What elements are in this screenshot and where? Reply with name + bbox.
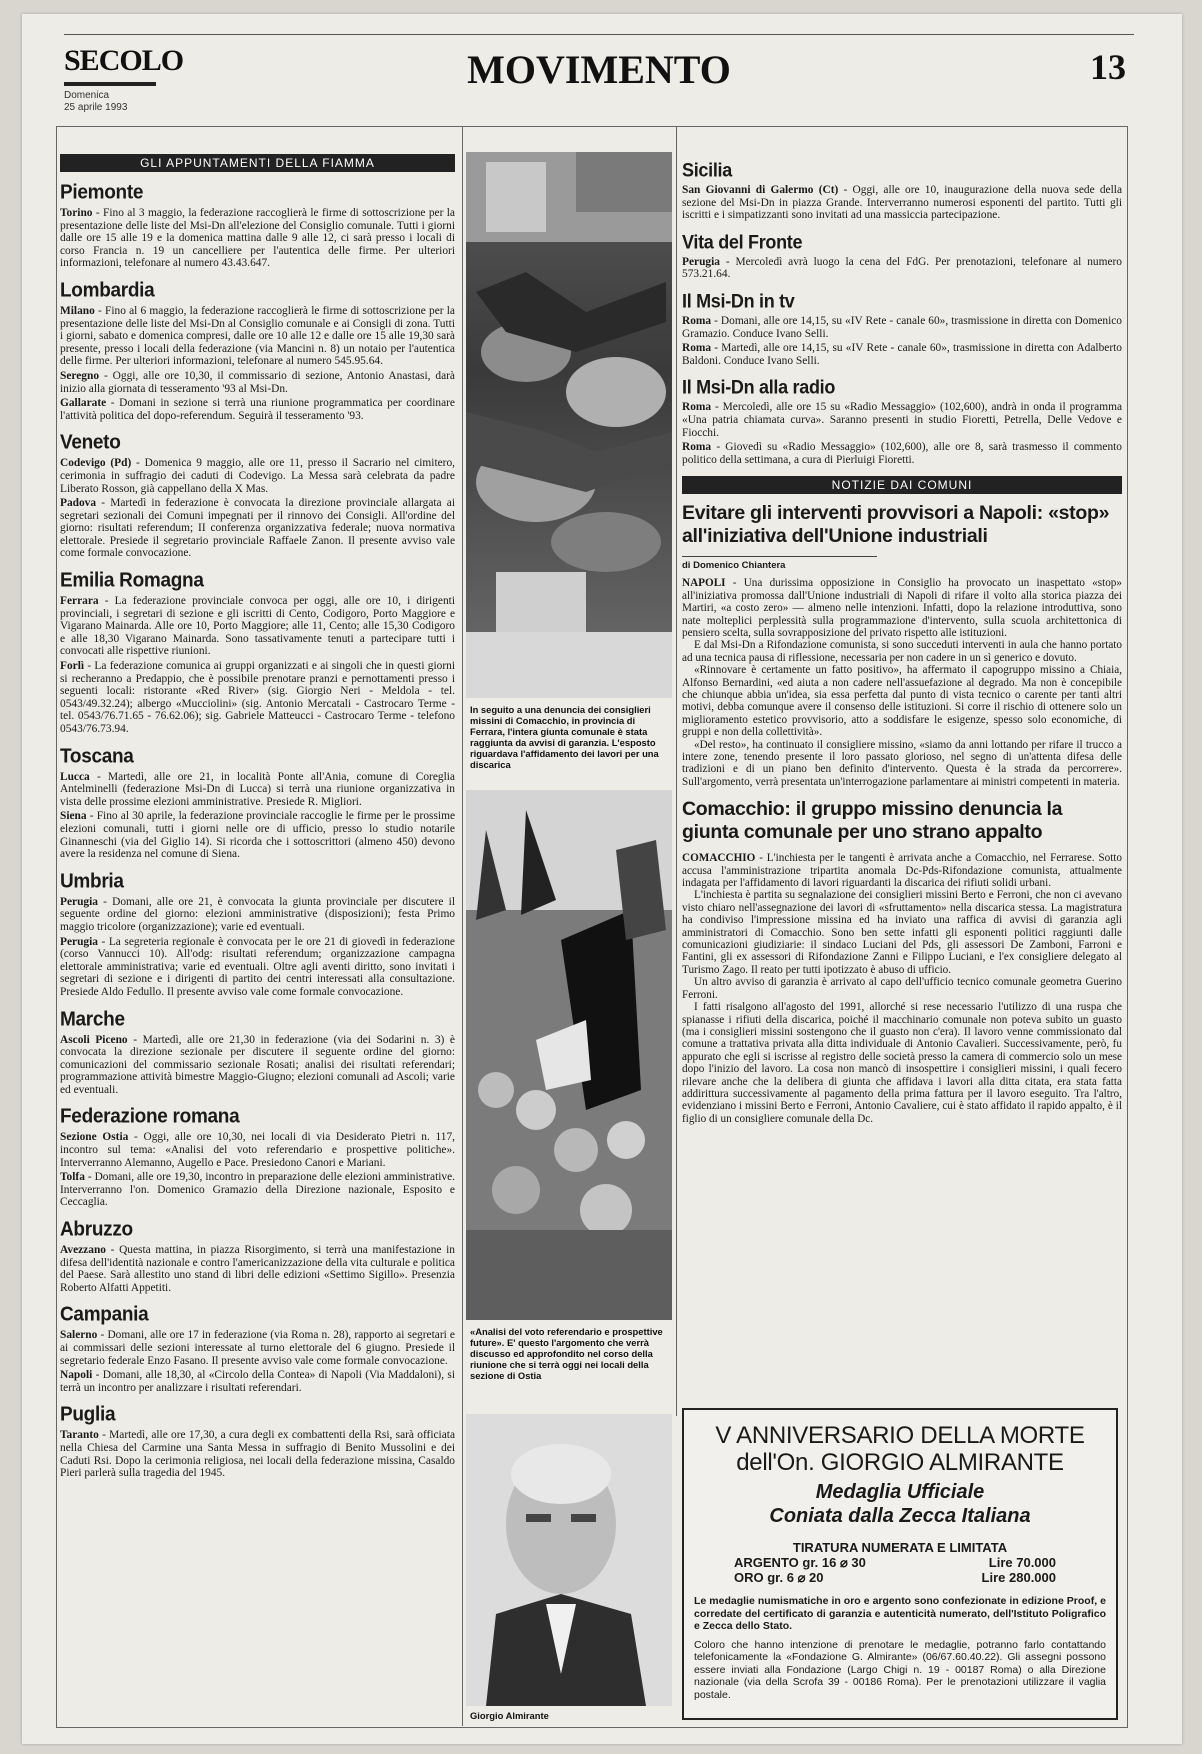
photo-comacchio (466, 152, 672, 698)
column-divider-right (676, 126, 677, 1416)
region-heading: Umbria (60, 869, 124, 893)
right-section-item-text: - Mercoledì, alle ore 15 su «Radio Messaggio» (102,600), andrà in onda il programma «Una patria chiamata curva». Saranno presenti in studio Fioretti, Petrella, Delle Vedove e Fiocchi. (682, 401, 1122, 439)
article-paragraph-text: I fatti risalgono all'agosto del 1991, allorché si rese necessario l'utilizzo di una ruspa che spianasse i rifiuti della discarica, poiché il macchinario comunale non poteva subito un guasto (ma i consiglieri missini sostengono che il guasto non c'era). Il lavoro venne commissionato dal comune a trattativa privata alla ditta individuale di Antonio Cavalieri. Successivamente, però, fu appurato che egli si iscrisse al registro delle società presso la camera di commercio solo un mese dopo l'inizio del lavoro. La cosa non mancò di insospettire i consiglieri missini, i quali fecero rilevare anche che la delibera di giunta che affidava i lavori alla ditta citata, era stata fatta addirittura successivamente al pagamento della prima fattura per il lavoro eseguito. Tra l'altro, evidenziano i missini Berto e Ferroni, Antonio Cavaliere, cui è stato affidato il rapido appalto, è il figlio di un consigliere comunale della Dc. (682, 1001, 1122, 1125)
photo-caption-ostia: «Analisi del voto referendario e prospettive future». E' questo l'argomento che verrà discusso ed approfondito nel corso della riunione che si terrà oggi nei locali della sezione di Ostia (470, 1326, 663, 1381)
right-section-heading: Il Msi-Dn alla radio (682, 376, 836, 399)
article-paragraph (682, 852, 1122, 889)
issue-day: Domenica (64, 90, 110, 101)
article-napoli (682, 502, 1122, 788)
ad-line-2: dell'On. GIORGIO ALMIRANTE (736, 1449, 1064, 1476)
crowd-photo-2 (466, 790, 672, 1320)
right-section-item-text: - Oggi, alle ore 10, inaugurazione della nuova sede della sezione del Msi-Dn in piazza Grande. Interverranno numerosi esponenti del partito. Tutti gli iscritti e i simpatizzanti sono invitati ad una massiccia partecipazione. (682, 184, 1122, 222)
ad-note-1: Le medaglie numismatiche in oro e argento sono confezionate in edizione Proof, e corredate del certificato di garanzia e autenticità numerato, dell'Istituto Poligrafico e Zecca dello Stato. (694, 1595, 1106, 1632)
region-item-city: Sezione Ostia (60, 1131, 129, 1144)
region-item-city: Tolfa (60, 1171, 85, 1184)
region-item (60, 660, 455, 736)
article-lead-city: COMACCHIO (682, 852, 756, 865)
region-item (60, 771, 455, 809)
article-paragraph (682, 976, 1122, 1001)
region-item-city: Perugia (60, 895, 98, 908)
right-section-item-city: Roma (682, 342, 712, 355)
region-item-city: Taranto (60, 1429, 99, 1442)
region-item-text: - La federazione comunica ai gruppi organizzati e ai singoli che in questi giorni si recheranno a Predappio, che è possibile prenotare pranzi e pernottamenti presso i seguenti locali: ristorante «Red River» (sig. Giorgio Neri - Meldola - tel. 0543/49.32.24); albergo «Mucciolini» (sig. Antonio Mercatali - Castrocaro Terme - tel. 0543/76.71.65 - 76.62.06); sig. Gabriele Matteucci - Castrocaro Terme - telefono 0543/76.73.94. (60, 660, 455, 735)
region-item-text: - Martedì, alle ore 21,30 in federazione (via dei Sodarini n. 3) è convocata la direzione sezionale per discutere il seguente ordine del giorno: comunicazioni del commissario sezionale Rosati; analisi dei risultati referendari; programmazione attività bimestre Maggio-Giugno; elezioni comunali ad Ascoli; varie ed eventuali. (60, 1033, 455, 1096)
article-lead-city: NAPOLI (682, 577, 726, 590)
region-item-text: - Domani, alle 18,30, al «Circolo della Contea» di Napoli (Via Maddaloni), si terrà un incontro per analizzare i risultati referendari. (60, 1369, 455, 1394)
right-section-heading: Il Msi-Dn in tv (682, 290, 795, 312)
article-napoli-body (682, 577, 1122, 788)
region-item (60, 1034, 455, 1097)
ad-price-silver-label: ARGENTO gr. 16 ⌀ 30 (734, 1555, 866, 1570)
region-item (60, 896, 455, 934)
article-paragraph (682, 739, 1122, 789)
region-item-city: Seregno (60, 369, 100, 382)
region-heading: Lombardia (60, 279, 155, 302)
region-item-text: - Fino al 3 maggio, la federazione raccoglierà le firme di sottoscrizione per la presentazione delle liste del Msi-Dn all'elezione del Consiglio comunale. Tutti i giorni dalle ore 15 alle 19 e la domenica mattina dalle 9 alle 12, ci sarà presso i locali di corso Francia n. 19 un cancelliere per l'autentica delle firme. Per ulteriori informazioni, telefonare al numero 43.43.647. (60, 207, 455, 270)
region-heading: Piemonte (60, 181, 144, 204)
region-item-text: - Domani, alle ore 19,30, incontro in preparazione delle elezioni amministrative. Interverranno l'on. Domenico Gramazio della Direzione nazionale, Esposito e Ceccaglia. (60, 1171, 455, 1209)
region-item (60, 1244, 455, 1294)
region-heading: Emilia Romagna (60, 569, 204, 592)
section-title: MOVIMENTO (467, 47, 731, 92)
right-section-item-city: Roma (682, 401, 712, 414)
ad-price-gold (684, 1570, 1116, 1585)
ad-note-2: Coloro che hanno intenzione di prenotare le medaglie, potranno farlo contattando telefonicamente la «Fondazione G. Almirante» (06/67.60.40.22). Gli assegni possono essere inviati alla Fondazione (Largo Chigi n. 19 - 00187 Roma) o alla Direzione nazionale (via della Scrofa 39 - 00186 Roma). Per le prenotazioni utilizzare il vaglia postale. (694, 1638, 1106, 1701)
region-item-city: Milano (60, 304, 95, 317)
comuni-band: NOTIZIE DAI COMUNI (682, 476, 1122, 494)
article-paragraph (682, 889, 1122, 976)
photo-caption-comacchio: In seguito a una denuncia dei consiglieri missini di Comacchio, in provincia di Ferrara, l'intera giunta comunale è stata raggiunta da avvisi di garanzia. L'esposto riguardava l'affidamento dei lavori per una discarica (470, 704, 659, 770)
region-heading: Campania (60, 1303, 149, 1327)
region-item (60, 457, 455, 495)
article-paragraph-text: L'inchiesta è partita su segnalazione dei consiglieri missini Berto e Ferroni, che non ci avevano visto chiaro nell'assegnazione dei lavori di «sfruttamento» nella discarica stessa. La magistratura ha condiviso l'impressione missina ed ha inviato una raffica di avvisi di garanzia agli amministratori di Comacchio. Sono ben sette infatti gli esponenti politici raggiunti dalle comunicazioni giudiziarie: il sindaco Luciani del Pds, gli assessori De Zamboni, Farroni e Fantini, gli ex assessori di Rifondazione Zanni e Filippo Luciani, e l'ex consigliere delegato al Turismo Zago. Il reato per tutti ipotizzato è abuso di ufficio. (682, 889, 1122, 976)
region-item-text: - Fino al 30 aprile, la federazione provinciale raccoglie le firme per le prossime elezioni comunali, tutti i giorni nelle ore di ufficio, presso lo studio notarile Ginanneschi (via del Giglio 14). Si ricorda che i sottoscrittori (almeno 450) devono avere la residenza nel comune di Siena. (60, 810, 455, 861)
right-section-item-text: - Giovedì su «Radio Messaggio» (102,600), alle ore 8, sarà trasmesso il commento politico della settimana, a cura di Pierluigi Fioretti. (682, 441, 1122, 466)
region-heading: Veneto (60, 431, 121, 455)
article-comacchio-body (682, 852, 1122, 1125)
article-napoli-byline: di Domenico Chiantera (682, 556, 877, 571)
portrait-photo (466, 1414, 672, 1706)
region-item-city: Forlì (60, 660, 85, 673)
region-item-city: Salerno (60, 1329, 98, 1342)
column-divider-left (462, 126, 463, 1726)
right-section-item-city: Roma (682, 314, 712, 327)
newspaper-page (22, 14, 1182, 1744)
right-section-item-city: Roma (682, 441, 712, 454)
ad-line-3: Medaglia Ufficiale (815, 1481, 985, 1503)
masthead (64, 34, 1134, 113)
right-section-item (682, 401, 1122, 439)
article-napoli-title: Evitare gli interventi provvisori a Napoli: «stop» all'iniziativa dell'Unione industriali (682, 502, 1110, 548)
region-item-city: Padova (60, 497, 97, 510)
region-item (60, 207, 455, 270)
region-item-city: Lucca (60, 770, 90, 783)
region-item-text: - Martedì, alle ore 17,30, a cura degli ex combattenti della Rsi, sarà officiata nella Chiesa del Carmine una Santa Messa in suffragio di Benito Mussolini e dei Caduti Rsi. Dopo la cerimonia religiosa, nei locali della federazione missina, Casaldo Pieri parlerà sulla tragedia del 1945. (60, 1429, 455, 1480)
region-item-text: - Oggi, alle ore 10,30, nei locali di via Desiderato Pietri n. 117, incontro sul tema: «Analisi del voto referendario e prospettive politiche». Interverranno Alemanno, Augello e Pace. Presiedono Canori e Mariani. (60, 1131, 455, 1169)
region-heading: Marche (60, 1007, 125, 1031)
region-heading: Puglia (60, 1403, 116, 1427)
region-item-text: - Domani in sezione si terrà una riunione programmatica per coordinare l'attività politica del dopo-referendum. Seguirà il tesseramento '93. (60, 397, 455, 422)
region-item-city: Napoli (60, 1369, 93, 1382)
region-item-city: Codevigo (Pd) (60, 457, 132, 470)
region-heading: Toscana (60, 744, 134, 768)
region-item (60, 810, 455, 860)
ad-line-1: V ANNIVERSARIO DELLA MORTE (715, 1422, 1085, 1449)
region-item-city: Gallarate (60, 397, 107, 410)
region-item-text: - Martedì in federazione è convocata la direzione provinciale allargata ai segretari sezionali dei Comuni impegnati per il rinnovo dei Consigli. All'ordine del giorno: risultati referendum; II conferenza organizzativa federale; nuova normativa elettorale. Presiede il segretario provinciale Raffaele Zanon. Il presente avviso vale come formale convocazione. (60, 497, 455, 560)
appointments-list (60, 182, 455, 1480)
region-item-city: Ferrara (60, 595, 99, 608)
region-item-city: Ascoli Piceno (60, 1033, 128, 1046)
article-paragraph (682, 664, 1122, 738)
region-item (60, 595, 455, 658)
region-item (60, 1429, 455, 1479)
appointments-band: GLI APPUNTAMENTI DELLA FIAMMA (60, 154, 455, 172)
article-paragraph-text: E dal Msi-Dn a Rifondazione comunista, si sono succeduti interventi in aula che hanno portato ad una tecnica pausa di riflessione, necessaria per non cadere in un sì generico e dovuto. (682, 639, 1122, 664)
article-paragraph (682, 577, 1122, 639)
photo-ostia (466, 790, 672, 1320)
region-item-city: Siena (60, 810, 87, 823)
article-comacchio-title: Comacchio: il gruppo missino denuncia la giunta comunale per uno strano appalto (682, 798, 1063, 844)
article-paragraph-text: - Una durissima opposizione in Consiglio ha provocato un inaspettato «stop» all'iniziativa promossa dall'Unione industriali di Napoli di rifare il volto alla storica piazza dei Martiri, «a costo zero» — almeno nelle intenzioni. Infatti, dopo la relazione introduttiva, sono nate molteplici perplessità sulla programmazione d'intervento, sulla scuola architettonica di pensiero scelta, sulla sovrapposizione del privato rispetto alle istituzioni. (682, 577, 1122, 639)
right-section-item-city: San Giovanni di Galermo (Ct) (682, 184, 839, 196)
right-column (682, 150, 1122, 1420)
article-paragraph-text: «Rinnovare è certamente un fatto positivo», ha affermato il capogruppo missino a Chiaia, Alfonso Bernardini, «ed aiuta a non cadere nell'assuefazione al degrado. Ma non è concepibile che chiunque abbia un'idea, sia essa perfetta dal punto di vista tecnico o carente per tanti altri motivi, debba comunque avere il consenso delle istituzioni. Si corre il rischio di ottenere solo un miglioramento estetico provvisorio, atto a soddisfare le esigenze, spesso solo economiche, di gruppi e non della collettività». (682, 664, 1122, 739)
right-news-list (682, 160, 1122, 466)
photo-almirante (466, 1414, 672, 1706)
article-paragraph-text: - L'inchiesta per le tangenti è arrivata anche a Comacchio, nel Ferrarese. Sotto accusa l'amministrazione tripartita anomala Dc-Pds-Rifondazione comunista, attualmente indagata per l'affidamento di lavori riguardanti la discarica dei rifiuti solidi urbani. (682, 852, 1122, 890)
region-item-city: Torino (60, 207, 93, 219)
region-item (60, 305, 455, 368)
article-paragraph-text: Un altro avviso di garanzia è arrivato al capo dell'ufficio tecnico comunale geometra Guerino Ferroni. (682, 976, 1122, 1001)
newspaper-logo: SECOLO (64, 44, 184, 77)
ad-price-silver-value: Lire 70.000 (988, 1555, 1056, 1570)
right-section-item (682, 315, 1122, 340)
crowd-photo-1 (466, 152, 672, 698)
region-item (60, 1131, 455, 1169)
photo-caption-almirante: Giorgio Almirante (470, 1710, 549, 1721)
region-item (60, 936, 455, 999)
region-item (60, 370, 455, 395)
right-section-heading: Vita del Fronte (682, 230, 803, 253)
region-item (60, 397, 455, 422)
region-item-text: - Fino al 6 maggio, la federazione raccoglierà le firme di sottoscrizione per la presentazione delle liste del Msi-Dn al Consiglio comunale e ai Consigli di zona. Tutti i giorni, sabato e domenica compresi, dalle ore 10 alle 12 e dalle ore 15 alle 19,30 sarà presente, presso i locali della federazione (via Mancini n. 8) un notaio per l'autentica delle firme. Per ulteriori informazioni, telefonare al numero 545.95.64. (60, 304, 455, 368)
region-item-text: - Oggi, alle ore 10,30, il commissario di sezione, Antonio Anastasi, darà inizio alla giornata di tesseramento '93 al Msi-Dn. (60, 369, 455, 395)
region-heading: Abruzzo (60, 1218, 133, 1241)
right-section-item-text: - Domani, alle ore 14,15, su «IV Rete - canale 60», trasmissione in diretta con Domenico Gramazio. Conduce Ivano Selli. (682, 314, 1122, 340)
region-item-text: - Questa mattina, in piazza Risorgimento, si terrà una manifestazione in difesa dell'identità nazionale e contro l'americanizzazione della vita culturale e politica del Paese. Sarà allestito uno stand di libri delle edizioni «Settimo Sigillo». Presenzia Roberto Alfatti Appetiti. (60, 1244, 455, 1294)
issue-full-date: 25 aprile 1993 (64, 102, 128, 113)
region-item (60, 1369, 455, 1394)
region-item-text: - Martedì, alle ore 21, in località Ponte all'Ania, comune di Coreglia Antelminelli (federazione Msi-Dn di Lucca) si terrà una riunione organizzativa in vista delle prossime elezioni amministrative. Presiede R. Migliori. (60, 770, 455, 808)
region-item-text: - La segreteria regionale è convocata per le ore 21 di giovedì in federazione (corso Vannucci 10). All'odg: risultati referendum; organizzazione campagna elettorale amministrativa; varie ed eventuali. Oltre agli aventi diritto, sono invitati i segretari di sezione e i dirigenti di partito dei centri interessati alla consultazione. Presiede Aldo Fedullo. Il presente avviso vale come formale convocazione. (60, 935, 455, 998)
appointments-column (60, 154, 455, 1720)
ad-price-gold-label: ORO gr. 6 ⌀ 20 (734, 1570, 824, 1585)
region-item-text: - La federazione provinciale convoca per oggi, alle ore 10, i dirigenti provinciali, i segretari di sezione e gli iscritti di Cento, Codigoro, Porto Maggiore e Vigarano Mainarda. Alle ore 10, Porto Maggiore; alle 11, Cento; alle 15,30 Codigoro e alle 18,30 Vigarano Mainarda. Sono tassativamente tenuti a partecipare tutti i convocati alle rispettive riunioni. (60, 595, 455, 658)
article-paragraph-text: «Del resto», ha continuato il consigliere missino, «siamo da anni lottando per rifare il trucco a intere zone, tenendo presente il loro passato glorioso, nel segno di un'attenta difesa delle tradizioni e di un piano ben definito d'intervento. Questa è la strada da percorrere». Sull'argomento, verrà presentata un'interrogazione parlamentare ai ministri competenti in materia. (682, 738, 1122, 788)
ad-price-gold-value: Lire 280.000 (981, 1570, 1056, 1585)
ad-price-silver (684, 1555, 1116, 1570)
region-item-text: - Domani, alle ore 17 in federazione (via Roma n. 28), rapporto ai segretari e ai commissari delle sezioni interessate al turno elettorale del 6 giugno. Presiede il segretario federale Enzo Fasano. Il presente avviso vale come formale convocazione. (60, 1329, 455, 1367)
article-paragraph (682, 639, 1122, 664)
right-section-item-city: Perugia (682, 255, 720, 268)
region-item (60, 1329, 455, 1367)
right-section-item (682, 184, 1122, 222)
right-section-item (682, 256, 1122, 281)
region-item (60, 497, 455, 560)
region-item-text: - Domenica 9 maggio, alle ore 11, presso il Sacrario nel cimitero, cerimonia in suffragio dei caduti di Codevigo. La Messa sarà celebrata da padre Liberato Rosson, già cappellano della X Mas. (60, 457, 455, 495)
region-item-city: Perugia (60, 935, 98, 948)
right-section-item (682, 441, 1122, 466)
region-item (60, 1171, 455, 1209)
right-section-item-text: - Martedì, alle ore 14,15, su «IV Rete - canale 60», trasmissione in diretta con Adalberto Baldoni. Conduce Ivano Selli. (682, 342, 1122, 367)
region-item-city: Avezzano (60, 1244, 106, 1257)
right-section-item (682, 342, 1122, 367)
page-number: 13 (1090, 47, 1126, 87)
region-heading: Federazione romana (60, 1105, 240, 1129)
article-paragraph (682, 1001, 1122, 1125)
right-section-item-text: - Mercoledì avrà luogo la cena del FdG. Per prenotazioni, telefonare al numero 573.21.64. (682, 255, 1122, 281)
masthead-rule (64, 34, 1134, 35)
region-item-text: - Domani, alle ore 21, è convocata la giunta provinciale per discutere il seguente ordine del giorno: elezioni amministrative (disposizioni); festa Primo maggio tricolore (organizzazione); varie ed eventuali. (60, 895, 455, 933)
right-section-heading: Sicilia (682, 159, 732, 181)
ad-line-4: Coniata dalla Zecca Italiana (769, 1505, 1031, 1527)
ad-line-5: TIRATURA NUMERATA E LIMITATA (792, 1540, 1008, 1555)
issue-date (64, 90, 127, 114)
article-comacchio (682, 798, 1122, 1125)
almirante-medal-ad (682, 1408, 1118, 1720)
